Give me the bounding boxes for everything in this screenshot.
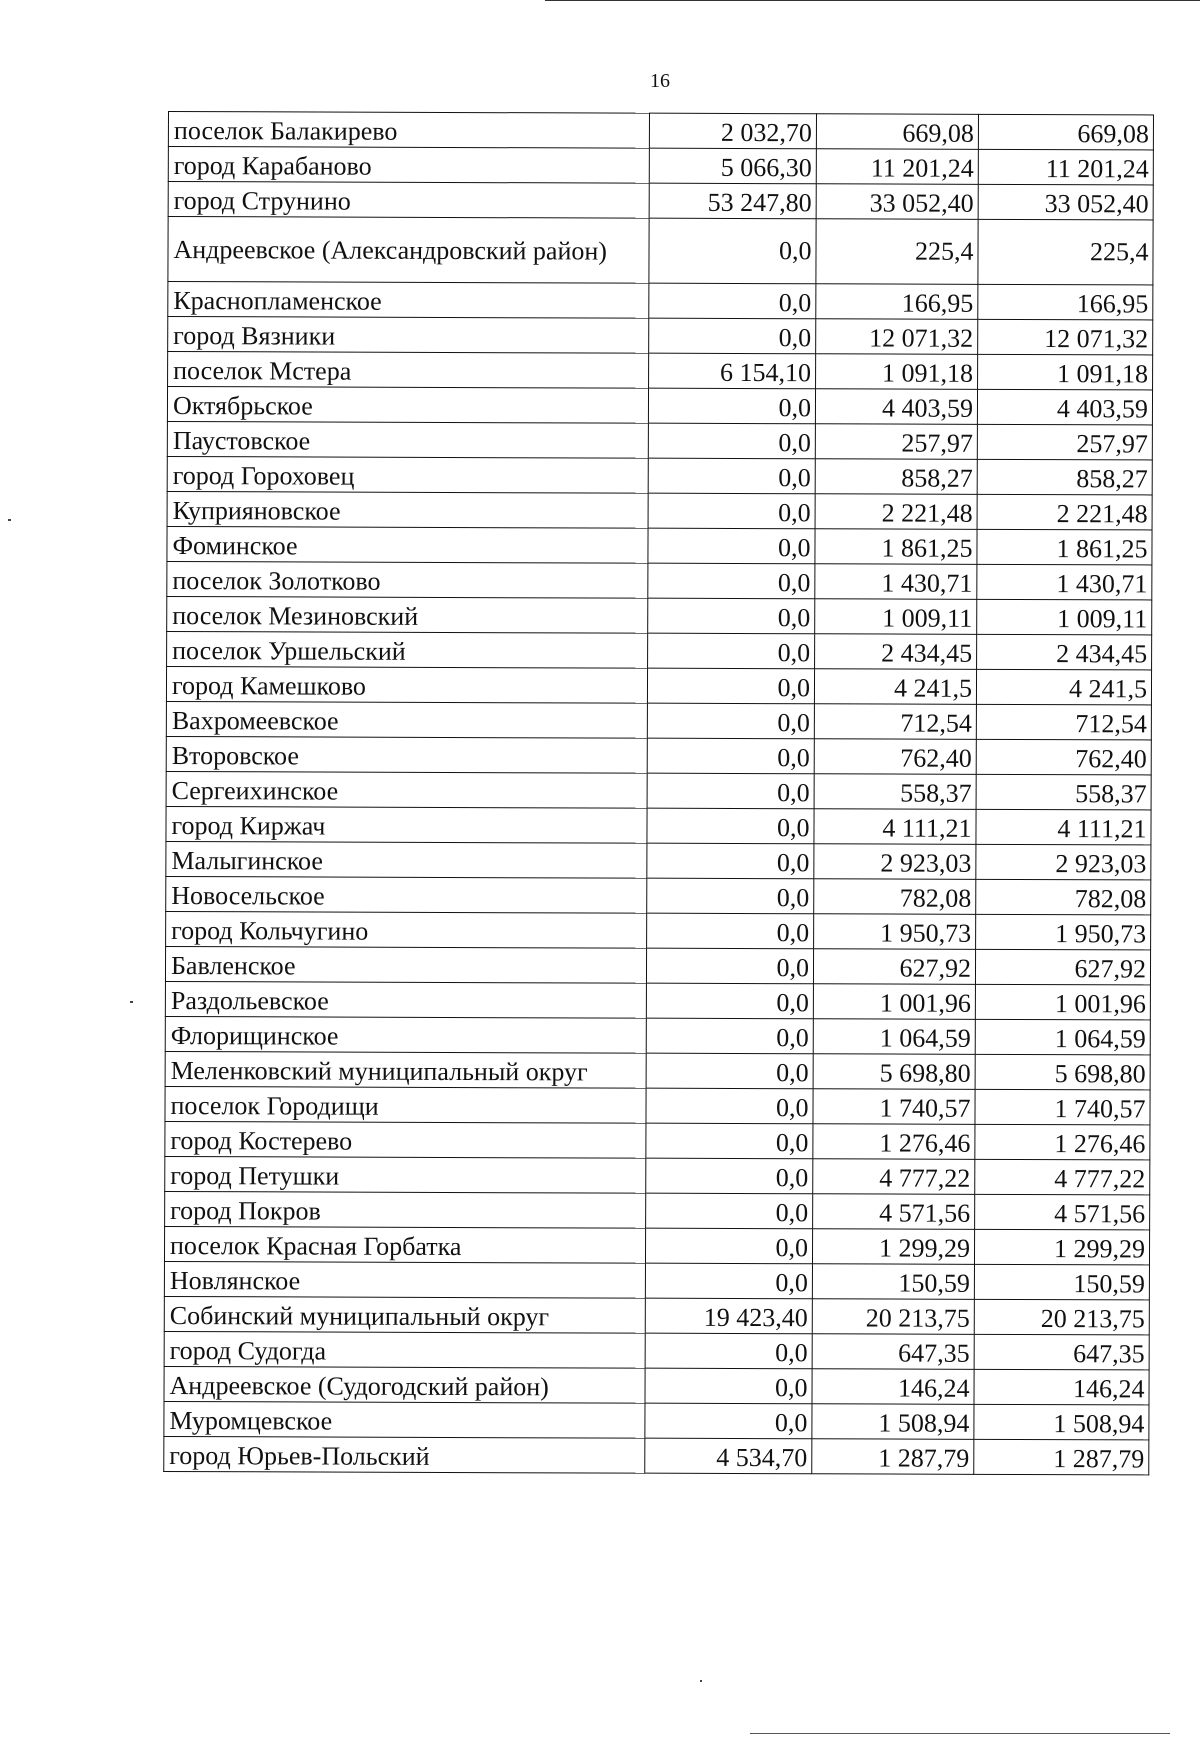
table-row: [165, 1191, 1150, 1229]
value-col-2-cell: 2 221,48: [815, 494, 977, 530]
municipality-name-cell: поселок Уршельский: [167, 631, 648, 668]
value-col-2-cell: 1 299,29: [812, 1229, 974, 1265]
table-row: [166, 876, 1151, 914]
value-col-1-cell: 0,0: [647, 843, 814, 879]
municipality-name-cell: Собинский муниципальный округ: [164, 1296, 645, 1333]
table-row: [166, 701, 1151, 739]
value-col-3-cell: 150,59: [974, 1264, 1149, 1300]
municipality-name-cell: город Кольчугино: [166, 911, 647, 948]
table-row: [166, 806, 1151, 844]
table-row: [167, 387, 1152, 425]
value-col-1-cell: 0,0: [647, 738, 814, 774]
value-col-3-cell: 858,27: [977, 459, 1152, 495]
value-col-3-cell: 1 740,57: [975, 1089, 1150, 1125]
municipality-name-cell: Новлянское: [164, 1261, 645, 1298]
table-row: [164, 1436, 1149, 1474]
municipality-name-cell: поселок Городищи: [165, 1086, 646, 1123]
table-row: [168, 352, 1153, 390]
value-col-1-cell: 2 032,70: [649, 113, 816, 149]
value-col-2-cell: 4 403,59: [815, 389, 977, 425]
value-col-3-cell: 1 508,94: [974, 1404, 1149, 1440]
table-row: [164, 1331, 1149, 1369]
value-col-1-cell: 0,0: [646, 1123, 813, 1159]
table-row: [164, 1366, 1149, 1404]
value-col-1-cell: 0,0: [647, 668, 814, 704]
value-col-3-cell: 4 241,5: [976, 669, 1151, 705]
value-col-1-cell: 0,0: [645, 1368, 812, 1404]
table-row: [167, 526, 1152, 564]
municipality-name-cell: город Вязники: [168, 317, 649, 354]
value-col-2-cell: 712,54: [814, 704, 976, 740]
value-col-2-cell: 33 052,40: [816, 184, 978, 220]
value-col-1-cell: 0,0: [646, 948, 813, 984]
municipality-name-cell: Второвское: [166, 736, 647, 773]
table-row: [165, 1016, 1150, 1054]
value-col-2-cell: 1 430,71: [815, 564, 977, 600]
table-row: [166, 666, 1151, 704]
value-col-2-cell: 782,08: [814, 879, 976, 915]
value-col-3-cell: 2 221,48: [977, 494, 1152, 530]
municipality-name-cell: город Юрьев-Польский: [164, 1436, 645, 1473]
municipality-name-cell: Меленковский муниципальный округ: [165, 1051, 646, 1088]
municipality-name-cell: Андреевское (Александровский район): [168, 217, 649, 284]
table-row: [167, 491, 1152, 529]
value-col-2-cell: 12 071,32: [816, 319, 978, 355]
value-col-2-cell: 669,08: [816, 114, 978, 150]
value-col-1-cell: 0,0: [648, 493, 815, 529]
value-col-3-cell: 712,54: [976, 704, 1151, 740]
municipality-name-cell: Октябрьское: [167, 387, 648, 424]
value-col-1-cell: 0,0: [649, 283, 816, 319]
scan-speck: [700, 1680, 702, 1682]
table-row: [167, 421, 1152, 459]
value-col-1-cell: 0,0: [645, 1333, 812, 1369]
municipality-name-cell: город Струнино: [168, 182, 649, 219]
page-number: 16: [650, 70, 670, 92]
value-col-1-cell: 0,0: [648, 633, 815, 669]
value-col-3-cell: 4 777,22: [975, 1159, 1150, 1195]
municipality-name-cell: Новосельское: [166, 876, 647, 913]
value-col-2-cell: 4 777,22: [813, 1159, 975, 1195]
value-col-3-cell: 20 213,75: [974, 1299, 1149, 1335]
value-col-2-cell: 627,92: [813, 949, 975, 985]
value-col-3-cell: 627,92: [975, 949, 1150, 985]
table-row: [167, 561, 1152, 599]
value-col-1-cell: 0,0: [646, 1193, 813, 1229]
value-col-3-cell: 146,24: [974, 1369, 1149, 1405]
table-row: [168, 317, 1153, 355]
value-col-1-cell: 0,0: [646, 1053, 813, 1089]
value-col-2-cell: 146,24: [812, 1369, 974, 1405]
table-row: [168, 282, 1153, 320]
value-col-3-cell: 4 111,21: [976, 809, 1151, 845]
value-col-2-cell: 1 064,59: [813, 1019, 975, 1055]
value-col-3-cell: 647,35: [974, 1334, 1149, 1370]
table-row: [165, 981, 1150, 1019]
municipality-name-cell: поселок Золотково: [167, 561, 648, 598]
value-col-2-cell: 1 009,11: [815, 599, 977, 635]
municipality-name-cell: поселок Мстера: [168, 352, 649, 389]
value-col-3-cell: 11 201,24: [978, 149, 1153, 185]
municipality-name-cell: поселок Красная Горбатка: [164, 1226, 645, 1263]
municipality-name-cell: город Судогда: [164, 1331, 645, 1368]
value-col-1-cell: 0,0: [645, 1263, 812, 1299]
value-col-1-cell: 0,0: [645, 1403, 812, 1439]
value-col-1-cell: 19 423,40: [645, 1298, 812, 1334]
value-col-1-cell: 0,0: [647, 773, 814, 809]
municipality-name-cell: Флорищинское: [165, 1016, 646, 1053]
value-col-2-cell: 225,4: [816, 219, 978, 285]
value-col-3-cell: 2 434,45: [977, 634, 1152, 670]
municipality-name-cell: город Киржач: [166, 806, 647, 843]
value-col-2-cell: 5 698,80: [813, 1054, 975, 1090]
value-col-1-cell: 0,0: [648, 598, 815, 634]
table-row: [167, 631, 1152, 669]
value-col-1-cell: 0,0: [647, 703, 814, 739]
table-row: [165, 946, 1150, 984]
value-col-2-cell: 1 287,79: [812, 1439, 974, 1475]
value-col-2-cell: 558,37: [814, 774, 976, 810]
value-col-2-cell: 1 740,57: [813, 1089, 975, 1125]
value-col-1-cell: 0,0: [649, 218, 816, 284]
value-col-3-cell: 782,08: [976, 879, 1151, 915]
value-col-2-cell: 1 508,94: [812, 1404, 974, 1440]
bottom-scan-rule: [750, 1733, 1170, 1734]
value-col-1-cell: 0,0: [648, 528, 815, 564]
value-col-2-cell: 4 241,5: [814, 669, 976, 705]
table-row: [164, 1226, 1149, 1264]
value-col-1-cell: 0,0: [645, 1228, 812, 1264]
value-col-3-cell: 1 861,25: [977, 529, 1152, 565]
municipality-name-cell: город Петушки: [165, 1156, 646, 1193]
value-col-3-cell: 1 009,11: [977, 599, 1152, 635]
top-scan-rule: [545, 0, 1200, 1]
value-col-1-cell: 0,0: [646, 1158, 813, 1194]
scan-speck: [130, 1001, 133, 1003]
table-row: [167, 596, 1152, 634]
value-col-3-cell: 225,4: [978, 219, 1153, 285]
value-col-2-cell: 1 001,96: [813, 984, 975, 1020]
data-table: [163, 111, 1154, 1475]
value-col-3-cell: 166,95: [978, 284, 1153, 320]
value-col-1-cell: 4 534,70: [645, 1438, 812, 1474]
table-row: [166, 911, 1151, 949]
table-row: [168, 182, 1153, 220]
municipality-name-cell: Малыгинское: [166, 841, 647, 878]
municipality-name-cell: Фоминское: [167, 526, 648, 563]
table-row: [164, 1261, 1149, 1299]
value-col-3-cell: 1 430,71: [977, 564, 1152, 600]
value-col-2-cell: 647,35: [812, 1334, 974, 1370]
value-col-2-cell: 150,59: [812, 1264, 974, 1300]
value-col-2-cell: 257,97: [815, 424, 977, 460]
municipality-name-cell: Паустовское: [167, 421, 648, 458]
table-row: [165, 1086, 1150, 1124]
value-col-1-cell: 0,0: [646, 1018, 813, 1054]
value-col-2-cell: 858,27: [815, 459, 977, 495]
municipality-name-cell: город Камешково: [166, 666, 647, 703]
value-col-3-cell: 1 001,96: [975, 984, 1150, 1020]
value-col-2-cell: 20 213,75: [812, 1299, 974, 1335]
value-col-1-cell: 0,0: [649, 318, 816, 354]
municipality-name-cell: Андреевское (Судогодский район): [164, 1366, 645, 1403]
value-col-1-cell: 0,0: [647, 808, 814, 844]
table-row: [165, 1121, 1150, 1159]
municipality-name-cell: Раздольевское: [165, 981, 646, 1018]
value-col-1-cell: 0,0: [648, 458, 815, 494]
value-col-2-cell: 4 111,21: [814, 809, 976, 845]
table-row: [167, 456, 1152, 494]
value-col-3-cell: 1 299,29: [974, 1229, 1149, 1265]
municipality-name-cell: Куприяновское: [167, 491, 648, 528]
municipality-name-cell: город Покров: [165, 1191, 646, 1228]
table-row: [166, 841, 1151, 879]
value-col-1-cell: 0,0: [648, 388, 815, 424]
municipality-name-cell: Сергеихинское: [166, 771, 647, 808]
table-row: [165, 1051, 1150, 1089]
table-row: [168, 112, 1153, 150]
value-col-3-cell: 257,97: [977, 424, 1152, 460]
value-col-3-cell: 4 571,56: [975, 1194, 1150, 1230]
value-col-1-cell: 5 066,30: [649, 148, 816, 184]
municipality-name-cell: поселок Балакирево: [168, 112, 649, 149]
table-row: [165, 1156, 1150, 1194]
value-col-3-cell: 12 071,32: [978, 319, 1153, 355]
table-body: [164, 112, 1154, 1475]
value-col-2-cell: 1 861,25: [815, 529, 977, 565]
value-col-1-cell: 0,0: [648, 423, 815, 459]
value-col-3-cell: 669,08: [978, 114, 1153, 150]
value-col-3-cell: 4 403,59: [977, 389, 1152, 425]
municipality-name-cell: город Гороховец: [167, 456, 648, 493]
table-row: [168, 147, 1153, 185]
table-row: [164, 1401, 1149, 1439]
municipality-name-cell: Вахромеевское: [166, 701, 647, 738]
municipality-name-cell: поселок Мезиновский: [167, 596, 648, 633]
value-col-1-cell: 0,0: [646, 1088, 813, 1124]
value-col-3-cell: 558,37: [976, 774, 1151, 810]
value-col-1-cell: 6 154,10: [649, 353, 816, 389]
value-col-3-cell: 762,40: [976, 739, 1151, 775]
municipality-name-cell: город Костерево: [165, 1121, 646, 1158]
value-col-1-cell: 0,0: [647, 878, 814, 914]
table-row: [166, 736, 1151, 774]
value-col-2-cell: 2 923,03: [814, 844, 976, 880]
value-col-2-cell: 1 091,18: [816, 354, 978, 390]
value-col-3-cell: 5 698,80: [975, 1054, 1150, 1090]
table-row: [164, 1296, 1149, 1334]
value-col-1-cell: 0,0: [647, 913, 814, 949]
scan-speck: [8, 519, 11, 521]
value-col-3-cell: 1 950,73: [976, 914, 1151, 950]
value-col-1-cell: 53 247,80: [649, 183, 816, 219]
value-col-2-cell: 762,40: [814, 739, 976, 775]
value-col-2-cell: 166,95: [816, 284, 978, 320]
value-col-2-cell: 1 950,73: [814, 914, 976, 950]
value-col-3-cell: 1 276,46: [975, 1124, 1150, 1160]
value-col-3-cell: 1 287,79: [974, 1439, 1149, 1475]
value-col-1-cell: 0,0: [646, 983, 813, 1019]
municipality-name-cell: Бавленское: [165, 946, 646, 983]
value-col-3-cell: 33 052,40: [978, 184, 1153, 220]
value-col-3-cell: 1 064,59: [975, 1019, 1150, 1055]
value-col-2-cell: 11 201,24: [816, 149, 978, 185]
table-row: [166, 771, 1151, 809]
municipality-name-cell: Муромцевское: [164, 1401, 645, 1438]
municipality-name-cell: город Карабаново: [168, 147, 649, 184]
value-col-2-cell: 4 571,56: [813, 1194, 975, 1230]
table-row: [168, 217, 1153, 285]
value-col-3-cell: 1 091,18: [978, 354, 1153, 390]
municipality-name-cell: Краснопламенское: [168, 282, 649, 319]
value-col-1-cell: 0,0: [648, 563, 815, 599]
value-col-2-cell: 2 434,45: [815, 634, 977, 670]
value-col-3-cell: 2 923,03: [976, 844, 1151, 880]
value-col-2-cell: 1 276,46: [813, 1124, 975, 1160]
